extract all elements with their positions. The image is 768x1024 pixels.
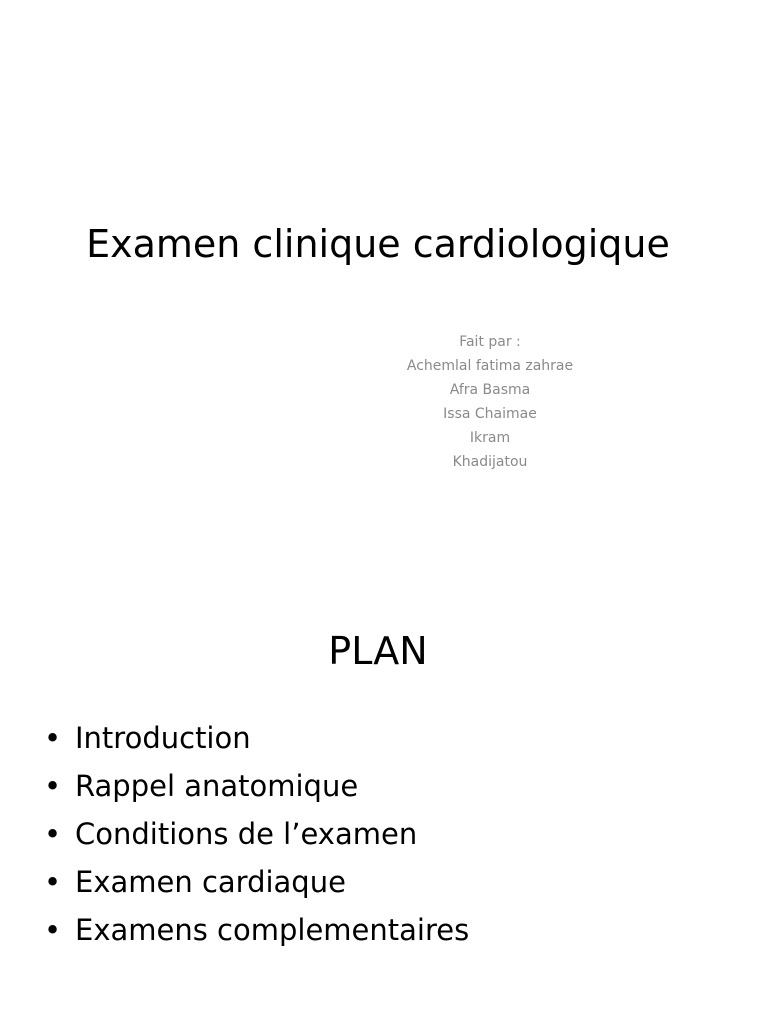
author-name: Issa Chaimae <box>443 406 537 422</box>
authors-intro: Fait par : <box>459 334 521 350</box>
author-name: Achemlal fatima zahrae <box>406 358 574 374</box>
plan-item-label: Examens complementaires <box>75 913 470 947</box>
slide-title: Examen clinique cardiologique <box>86 222 670 266</box>
plan-item-label: Rappel anatomique <box>75 769 359 803</box>
author-name: Khadijatou <box>452 454 528 470</box>
plan-item <box>44 762 469 810</box>
bullet-icon: • <box>44 769 62 803</box>
bullet-icon: • <box>44 817 62 851</box>
plan-item-label: Examen cardiaque <box>75 865 346 899</box>
plan-list <box>44 714 469 954</box>
plan-title: PLAN <box>328 629 428 673</box>
plan-slide <box>0 576 768 1024</box>
bullet-icon: • <box>44 865 62 899</box>
plan-item-label: Conditions de l’examen <box>75 817 418 851</box>
plan-item <box>44 906 469 954</box>
author-name: Afra Basma <box>449 382 531 398</box>
plan-item <box>44 810 469 858</box>
plan-item-label: Introduction <box>75 721 251 755</box>
bullet-icon: • <box>44 721 62 755</box>
authors-block <box>390 330 590 474</box>
plan-item <box>44 714 469 762</box>
bullet-icon: • <box>44 913 62 947</box>
author-name: Ikram <box>469 430 511 446</box>
plan-item <box>44 858 469 906</box>
